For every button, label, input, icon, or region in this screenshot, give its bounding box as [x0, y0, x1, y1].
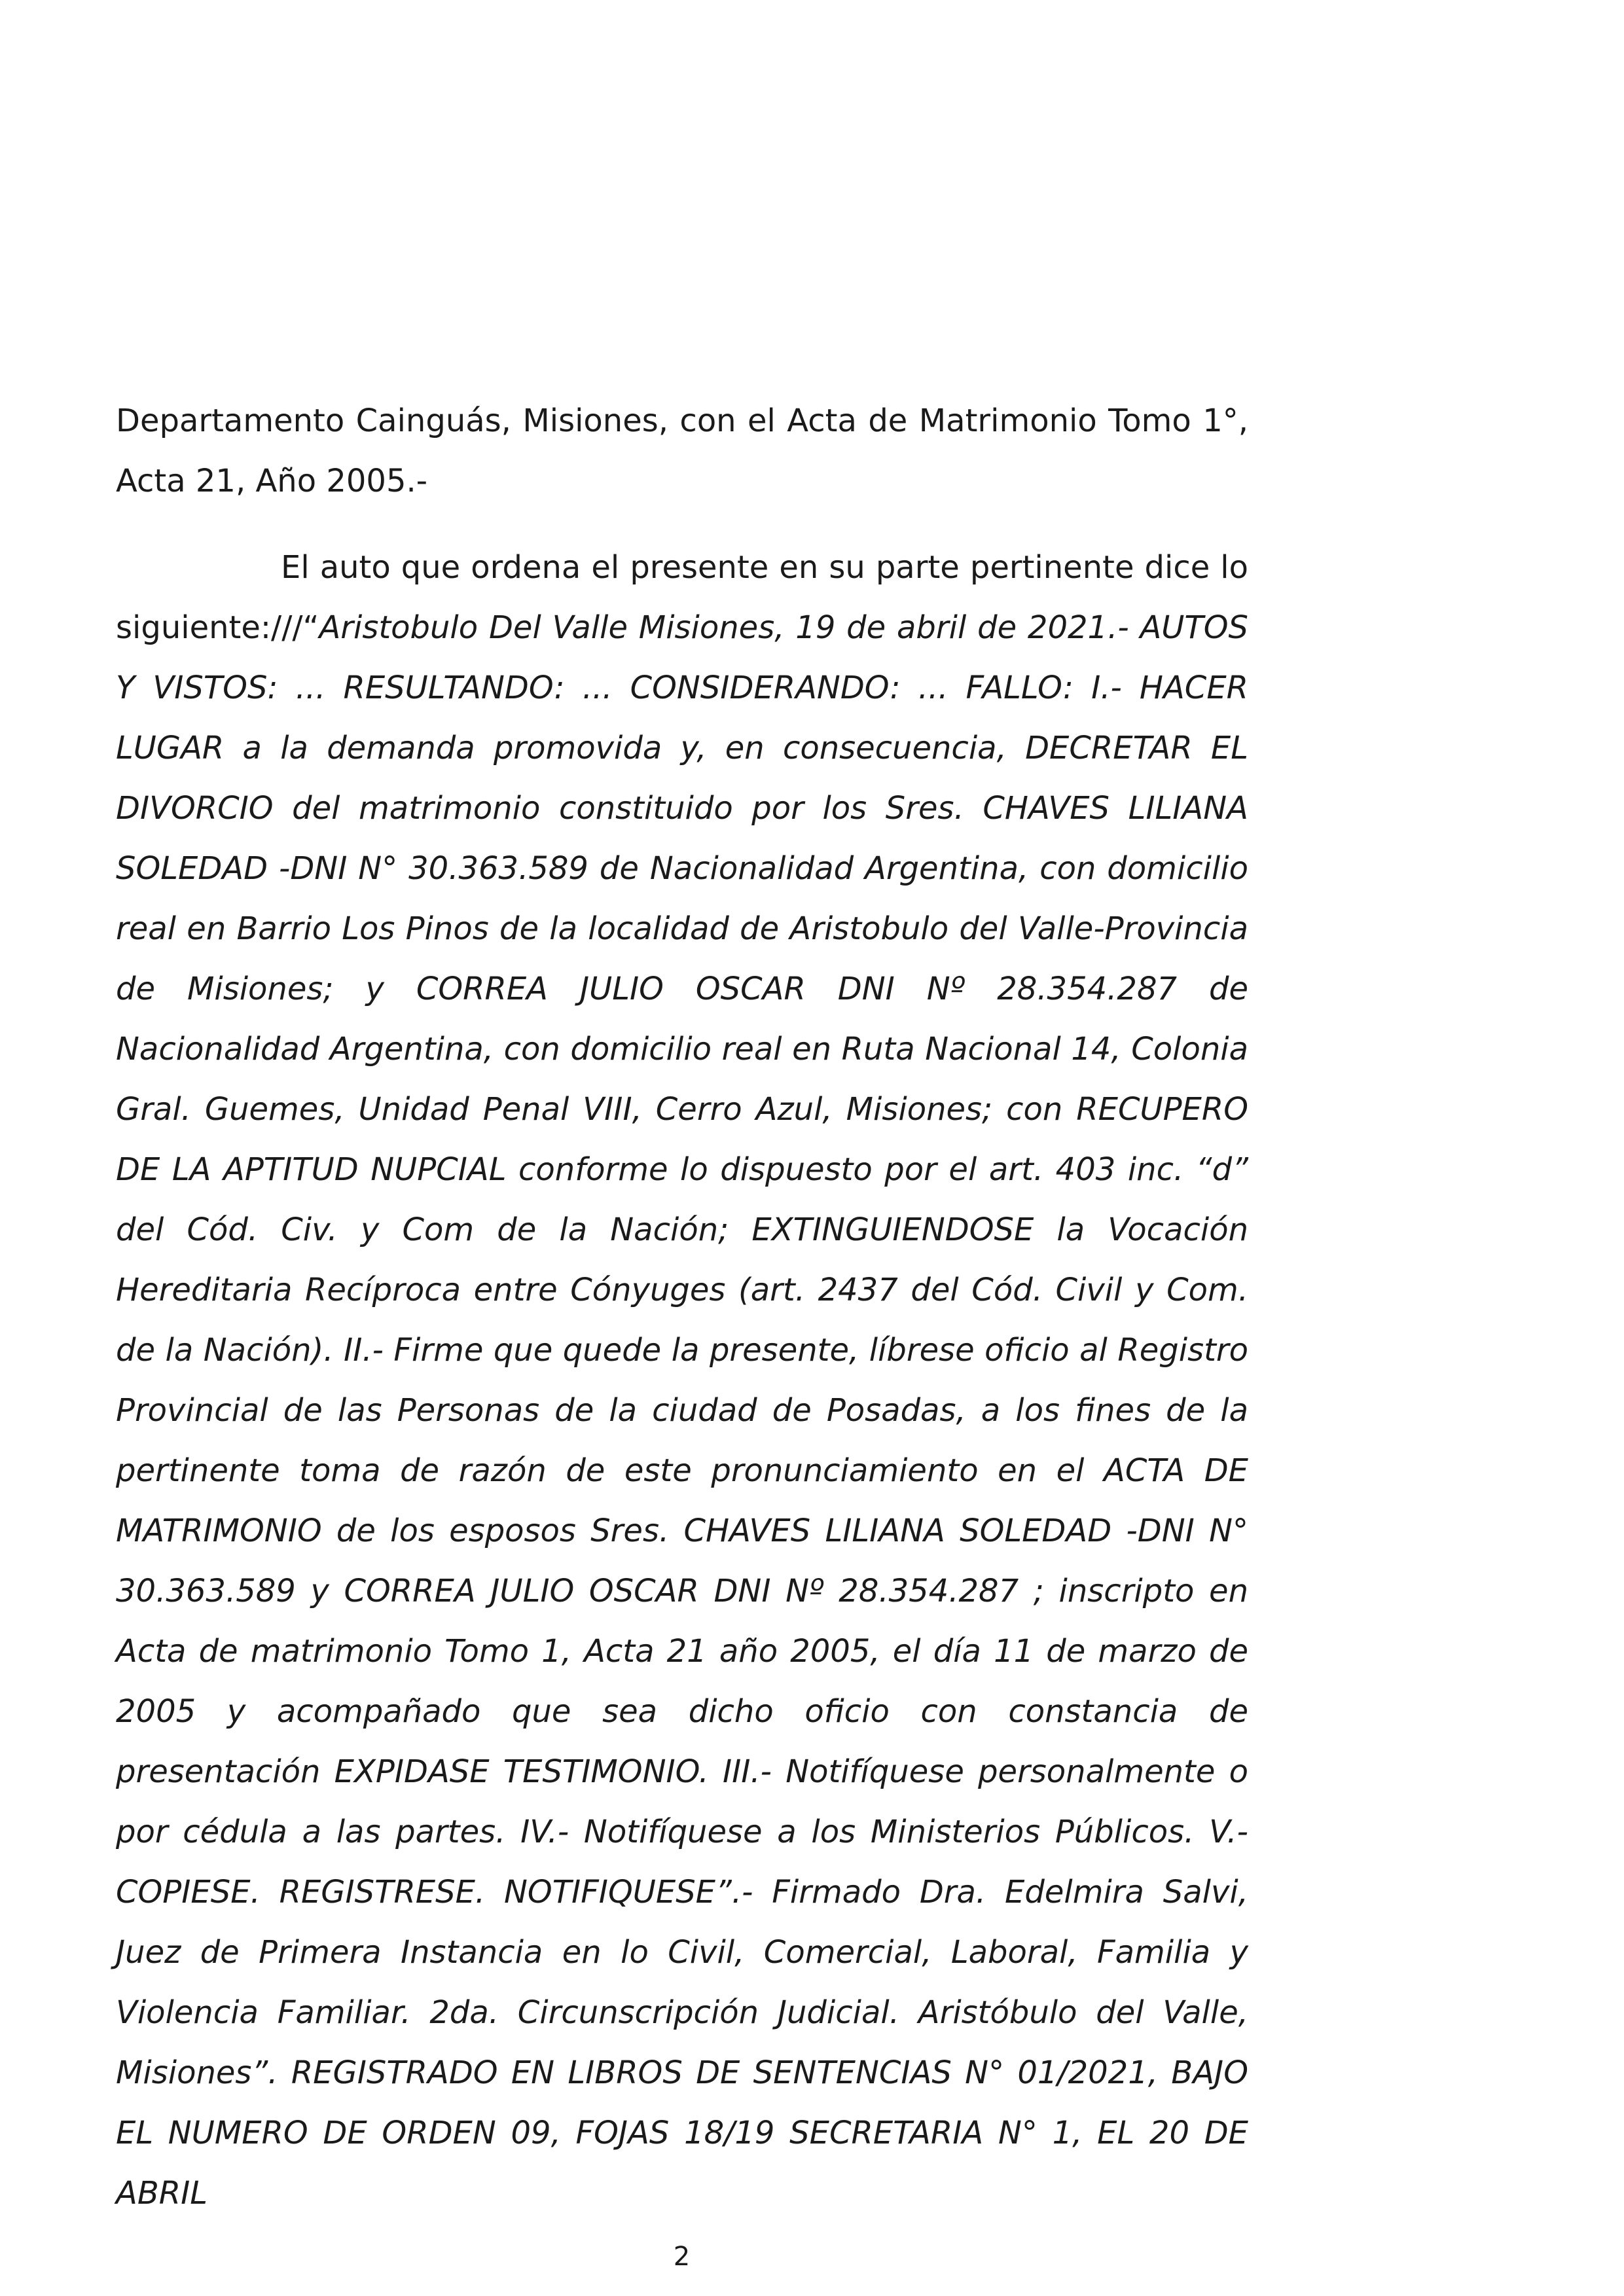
paragraph-acta-reference: Departamento Cainguás, Misiones, con el Acta de Matrimonio Tomo 1°, Acta 21, Año 2005.-: [116, 403, 1248, 499]
paragraph-court-order: [116, 537, 1248, 2223]
court-order-quote: Aristobulo Del Valle Misiones, 19 de abril de 2021.- AUTOS Y VISTOS: ... RESULTANDO: ... CONSIDERANDO: ... FALLO: I.- HACER LUGAR a la demanda promovida y, en consecuencia, DECRETAR EL DIVORCIO del matrimonio constituido por los Sres. CHAVES LILIANA SOLEDAD -DNI N° 30.363.589 de Nacionalidad Argentina, con domicilio real en Barrio Los Pinos de la localidad de Aristobulo del Valle-Provincia de Misiones; y CORREA JULIO OSCAR DNI Nº 28.354.287 de Nacionalidad Argentina, con domicilio real en Ruta Nacional 14, Colonia Gral. Guemes, Unidad Penal VIII, Cerro Azul, Misiones; con RECUPERO DE LA APTITUD NUPCIAL conforme lo dispuesto por el art. 403 inc. “d” del Cód. Civ. y Com de la Nación; EXTINGUIENDOSE la Vocación Hereditaria Recíproca entre Cónyuges (art. 2437 del Cód. Civil y Com. de la Nación). II.- Firme que quede la presente, líbrese oficio al Registro Provincial de las Personas de la ciudad de Posadas, a los fines de la pertinente toma de razón de este pronunciamiento en el ACTA DE MATRIMONIO de los esposos Sres. CHAVES LILIANA SOLEDAD -DNI N° 30.363.589 y CORREA JULIO OSCAR DNI Nº 28.354.287 ; inscripto en Acta de matrimonio Tomo 1, Acta 21 año 2005, el día 11 de marzo de 2005 y acompañado que sea dicho oficio con constancia de presentación EXPIDASE TESTIMONIO. III.- Notifíquese personalmente o por cédula a las partes. IV.- Notifíquese a los Ministerios Públicos. V.- COPIESE. REGISTRESE. NOTIFIQUESE”.- Firmado Dra. Edelmira Salvi, Juez de Primera Instancia en lo Civil, Comercial, Laboral, Familia y Violencia Familiar. 2da. Circunscripción Judicial. Aristóbulo del Valle, Misiones”. REGISTRADO EN LIBROS DE SENTENCIAS N° 01/2021, BAJO EL NUMERO DE ORDEN 09, FOJAS 18/19 SECRETARIA N° 1, EL 20 DE ABRIL: [116, 609, 1248, 2212]
document-body: [116, 391, 1248, 2223]
court-order-intro: El auto que ordena el presente en su parte pertinente dice lo siguiente:///“: [116, 549, 1248, 646]
page-number: 2: [673, 2242, 691, 2272]
